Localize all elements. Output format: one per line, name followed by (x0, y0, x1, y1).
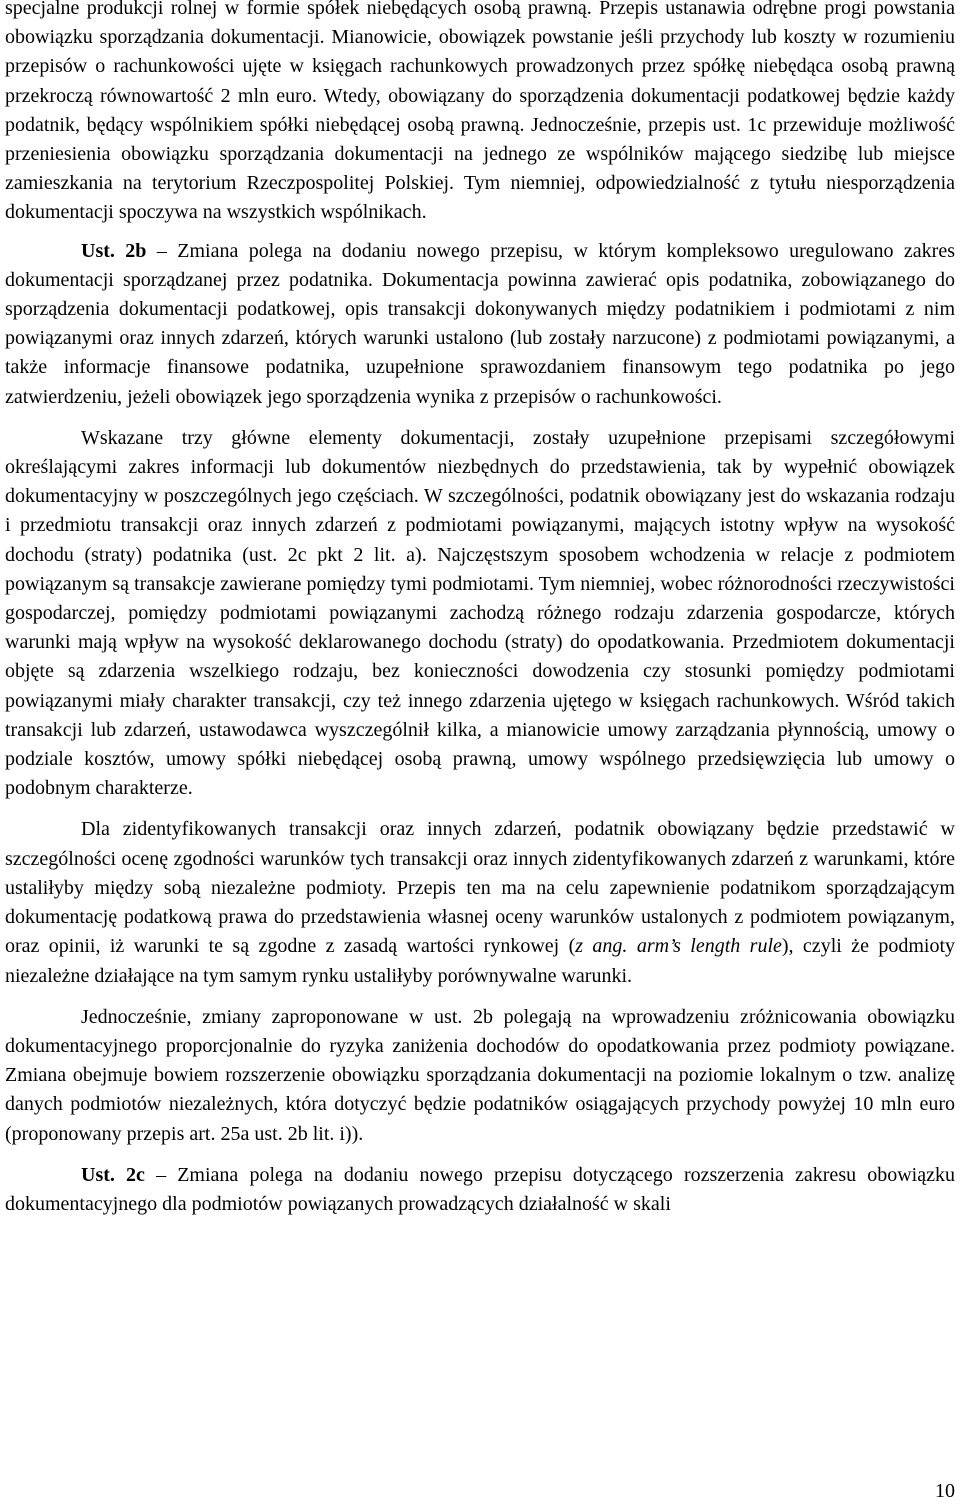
page-number: 10 (935, 1480, 955, 1502)
paragraph-4-text-after: ), czyli że podmioty niezależne działające na tym samym rynku ustaliłyby porównywalne warunki. (5, 935, 955, 987)
paragraph-1-text: specjalne produkcji rolnej w formie spółek niebędących osobą prawną. Przepis ustanawia odrębne progi powstania obowiązku sporządzania dokumentacji. Mianowicie, obowiązek powstanie jeśli przychody lub koszty w rozumieniu przepisów o rachunkowości ujęte w księgach rachunkowych prowadzonych przez spółkę niebędąca osobą prawną przekroczą równowartość 2 mln euro. Wtedy, obowiązany do sporządzenia dokumentacji podatkowej będzie każdy podatnik, będący wspólnikiem spółki niebędącej osobą prawną. Jednocześnie, przepis ust. 1c przewiduje możliwość przeniesienia obowiązku sporządzania dokumentacji na jednego ze wspólników mającego siedzibę lub miejsce zamieszkania na terytorium Rzeczpospolitej Polskiej. Tym niemniej, odpowiedzialność z tytułu niesporządzenia dokumentacji spoczywa na wszystkich wspólnikach. (5, 0, 955, 224)
paragraph-4 (5, 815, 955, 990)
document-page (5, 0, 955, 1219)
paragraph-2 (5, 237, 955, 412)
paragraph-3 (5, 424, 955, 804)
paragraph-4-italic: z ang. arm’s length rule (575, 935, 782, 958)
paragraph-2-lead: Ust. 2b (81, 239, 147, 262)
paragraph-5 (5, 1003, 955, 1149)
paragraph-2-text: – Zmiana polega na dodaniu nowego przepisu, w którym kompleksowo uregulowano zakres dokumentacji sporządzanej przez podatnika. Dokumentacja powinna zawierać opis podatnika, zobowiązanego do sporządzenia dokumentacji podatkowej, opis transakcji dokonywanych między podatnikiem i podmiotami z nim powiązanymi oraz innych zdarzeń, których warunki ustalono (lub zostały narzucone) z podmiotami powiązanymi, a także informacje finansowe podatnika, uzupełnione sprawozdaniem finansowym tego podatnika po jego zatwierdzeniu, jeżeli obowiązek jego sporządzenia wynika z przepisów o rachunkowości. (5, 239, 955, 408)
paragraph-6 (5, 1161, 955, 1219)
paragraph-3-text: Wskazane trzy główne elementy dokumentacji, zostały uzupełnione przepisami szczegółowymi określającymi zakres informacji lub dokumentów niezbędnych do przedstawienia, tak by wypełnić obowiązek dokumentacyjny w poszczególnych jego częściach. W szczególności, podatnik obowiązany jest do wskazania rodzaju i przedmiotu transakcji oraz innych zdarzeń z podmiotami powiązanymi, mających istotny wpływ na wysokość dochodu (straty) podatnika (ust. 2c pkt 2 lit. a). Najczęstszym sposobem wchodzenia w relacje z podmiotem powiązanym są transakcje zawierane pomiędzy tymi podmiotami. Tym niemniej, wobec różnorodności rzeczywistości gospodarczej, pomiędzy podmiotami powiązanymi zachodzą różnego rodzaju zdarzenia gospodarcze, których warunki mają wpływ na wysokość deklarowanego dochodu (straty) do opodatkowania. Przedmiotem dokumentacji objęte są zdarzenia wszelkiego rodzaju, bez konieczności dowodzenia czy stosunki pomiędzy podmiotami powiązanymi miały charakter transakcji, czy też innego zdarzenia ujętego w księgach rachunkowych. Wśród takich transakcji lub zdarzeń, ustawodawca wyszczególnił kilka, a mianowicie umowy zarządzania płynnością, umowy o podziale kosztów, umowy spółki niebędącej osobą prawną, umowy wspólnego przedsięwzięcia lub umowy o podobnym charakterze. (5, 426, 955, 800)
paragraph-6-text: – Zmiana polega na dodaniu nowego przepisu dotyczącego rozszerzenia zakresu obowiązku dokumentacyjnego dla podmiotów powiązanych prowadzących działalność w skali (5, 1163, 955, 1215)
paragraph-5-text: Jednocześnie, zmiany zaproponowane w ust. 2b polegają na wprowadzeniu zróżnicowania obowiązku dokumentacyjnego proporcjonalnie do ryzyka zaniżenia dochodów do opodatkowania przez podmioty powiązane. Zmiana obejmuje bowiem rozszerzenie obowiązku sporządzania dokumentacji na poziomie lokalnym o tzw. analizę danych podmiotów niezależnych, która dotyczyć będzie podatników osiągających przychody powyżej 10 mln euro (proponowany przepis art. 25a ust. 2b lit. i)). (5, 1005, 955, 1145)
paragraph-6-lead: Ust. 2c (81, 1163, 145, 1186)
paragraph-1 (5, 0, 955, 228)
paragraph-4-text-before: Dla zidentyfikowanych transakcji oraz innych zdarzeń, podatnik obowiązany będzie przedstawić w szczególności ocenę zgodności warunków tych transakcji oraz innych zidentyfikowanych zdarzeń z warunkami, które ustaliłyby między sobą niezależne podmioty. Przepis ten ma na celu zapewnienie podatnikom sporządzającym dokumentację podatkową prawa do przedstawienia własnej oceny warunków ustalonych z podmiotem powiązanym, oraz opinii, iż warunki te są zgodne z zasadą wartości rynkowej ( (5, 818, 955, 958)
